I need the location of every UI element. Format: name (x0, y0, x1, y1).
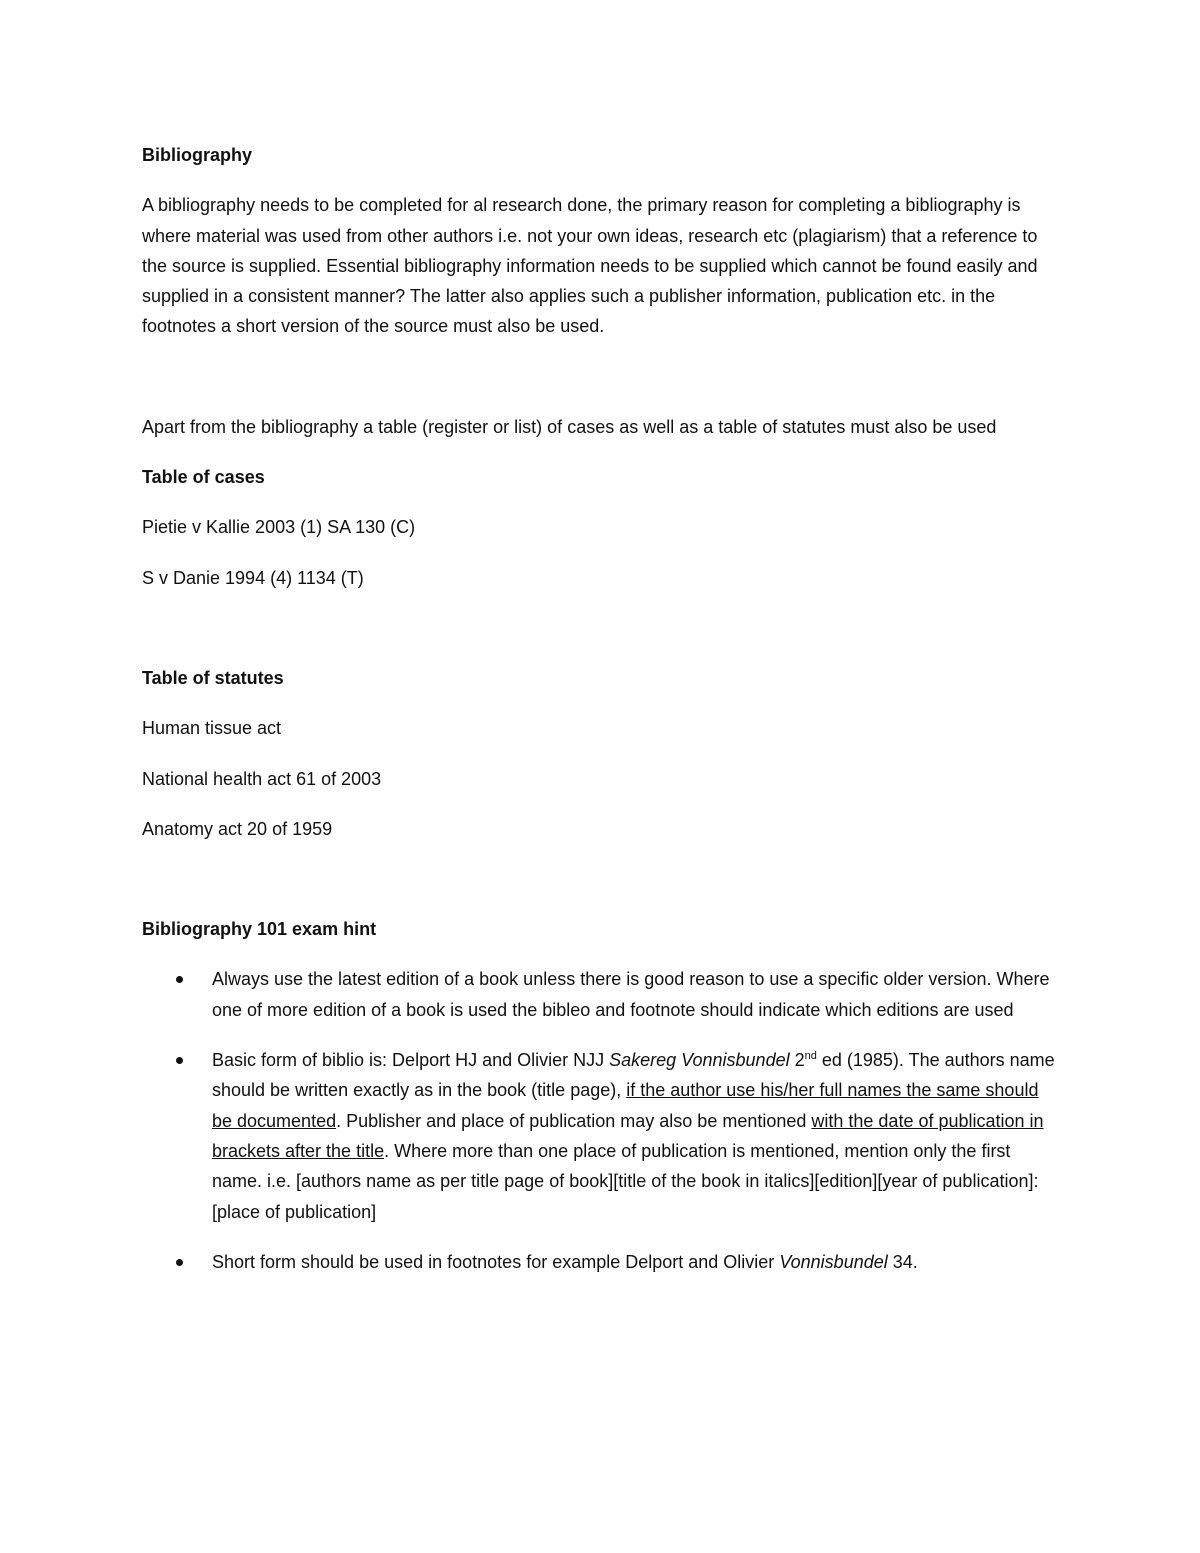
book-title-italic: Sakereg Vonnisbundel (609, 1050, 790, 1071)
spacer (142, 362, 1057, 412)
exam-hint-list (142, 964, 1057, 1277)
document-page (142, 140, 1057, 1297)
spacer (142, 613, 1057, 663)
hint-text: ed (1985). The authors name should be written exactly as in the book (title page), (212, 1050, 1055, 1101)
intro-paragraph: A bibliography needs to be completed for al research done, the primary reason for completing a bibliography is where material was used from other authors i.e. not your own ideas, research etc (plagiarism) that a reference to the source is supplied. Essential bibliography information needs to be supplied which cannot be found easily and supplied in a consistent manner? The latter also applies such a publisher information, publication etc. in the footnotes a short version of the source must also be used. (142, 195, 1038, 337)
book-title-italic: Vonnisbundel (779, 1251, 888, 1272)
edition-superscript: nd (804, 1050, 817, 1063)
bibliography-heading: Bibliography (142, 145, 253, 165)
hint-item-basic-form (142, 1045, 1057, 1227)
statute-item: National health act 61 of 2003 (142, 768, 382, 789)
bullet-icon (176, 1259, 183, 1266)
bullet-icon (176, 1057, 183, 1064)
statute-item: Anatomy act 20 of 1959 (142, 818, 333, 839)
spacer (142, 864, 1057, 914)
hint-item-latest-edition (142, 964, 1057, 1025)
underlined-text: with the date of publication in brackets after the title (212, 1110, 1044, 1161)
hint-text: Always use the latest edition of a book unless there is good reason to use a specific older version. Where one of more edition of a book is used the bibleo and footnote should indicate which editions are used (212, 969, 1050, 1020)
exam-hint-heading: Bibliography 101 exam hint (142, 919, 377, 940)
underlined-text: if the author use his/her full names the same should be documented (212, 1080, 1039, 1131)
hint-text: . Publisher and place of publication may also be mentioned (336, 1110, 812, 1131)
table-of-statutes-heading: Table of statutes (142, 667, 284, 688)
hint-text: . Where more than one place of publication is mentioned, mention only the first name. i.e. [authors name as per title page of book][title of the book in italics][edition][year of publication]:[place of publication] (212, 1140, 1039, 1222)
hint-text: Basic form of biblio is: Delport HJ and Olivier NJJ (212, 1050, 610, 1071)
statute-item: Human tissue act (142, 718, 282, 739)
hint-text: 34. (887, 1251, 918, 1272)
hint-text: 2 (789, 1050, 805, 1071)
case-item: Pietie v Kallie 2003 (1) SA 130 (C) (142, 517, 416, 538)
bullet-icon (176, 976, 183, 983)
hint-item-short-form (142, 1247, 1057, 1277)
table-of-cases-heading: Table of cases (142, 467, 265, 488)
apart-paragraph: Apart from the bibliography a table (register or list) of cases as well as a table of statutes must also be used (142, 416, 997, 437)
hint-text: Short form should be used in footnotes for example Delport and Olivier (212, 1251, 780, 1272)
case-item: S v Danie 1994 (4) 1134 (T) (142, 567, 364, 588)
